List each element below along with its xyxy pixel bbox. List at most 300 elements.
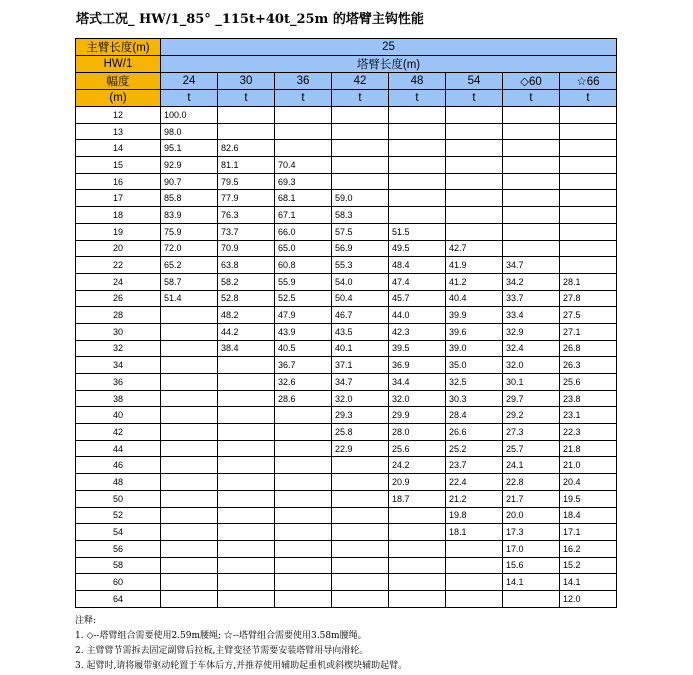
capacity-cell: 29.7 [503, 390, 560, 407]
radius-cell: 64 [76, 590, 161, 607]
capacity-cell: 21.2 [446, 490, 503, 507]
capacity-cell: 40.4 [446, 290, 503, 307]
capacity-cell [503, 190, 560, 207]
capacity-cell [218, 524, 275, 541]
capacity-cell [218, 390, 275, 407]
capacity-cell: 21.0 [560, 457, 617, 474]
capacity-cell: 33.4 [503, 307, 560, 324]
capacity-cell: 18.1 [446, 524, 503, 541]
capacity-cell: 26.6 [446, 424, 503, 441]
capacity-cell [275, 424, 332, 441]
capacity-cell: 90.7 [161, 173, 218, 190]
capacity-cell: 82.6 [218, 140, 275, 157]
radius-cell: 36 [76, 374, 161, 391]
capacity-cell [560, 190, 617, 207]
capacity-cell: 17.3 [503, 524, 560, 541]
capacity-cell: 34.7 [503, 257, 560, 274]
capacity-cell [275, 407, 332, 424]
radius-cell: 26 [76, 290, 161, 307]
capacity-cell: 44.2 [218, 323, 275, 340]
capacity-cell [218, 457, 275, 474]
capacity-cell [275, 524, 332, 541]
capacity-cell [161, 457, 218, 474]
capacity-cell [218, 424, 275, 441]
boom-length-header: 42 [332, 73, 389, 90]
capacity-cell [161, 574, 218, 591]
boom-length-header: ◇60 [503, 73, 560, 90]
capacity-cell [503, 590, 560, 607]
capacity-cell: 38.4 [218, 340, 275, 357]
capacity-cell: 20.9 [389, 474, 446, 491]
capacity-cell: 32.5 [446, 374, 503, 391]
capacity-cell [503, 140, 560, 157]
capacity-cell: 21.7 [503, 490, 560, 507]
capacity-cell: 48.2 [218, 307, 275, 324]
radius-cell: 58 [76, 557, 161, 574]
capacity-cell: 79.5 [218, 173, 275, 190]
main-boom-label: 主臂长度(m) [76, 39, 161, 56]
capacity-cell [560, 157, 617, 174]
capacity-cell: 43.5 [332, 323, 389, 340]
capacity-cell [161, 440, 218, 457]
load-chart-table [75, 38, 617, 608]
capacity-cell [332, 524, 389, 541]
capacity-cell: 32.0 [332, 390, 389, 407]
radius-cell: 32 [76, 340, 161, 357]
header-row-boom-lengths [76, 73, 617, 90]
capacity-cell [218, 407, 275, 424]
main-boom-value: 25 [161, 39, 617, 56]
capacity-cell: 55.9 [275, 273, 332, 290]
capacity-cell [389, 507, 446, 524]
capacity-cell [446, 157, 503, 174]
capacity-cell: 65.0 [275, 240, 332, 257]
capacity-cell: 18.4 [560, 507, 617, 524]
capacity-cell: 27.1 [560, 323, 617, 340]
capacity-cell [275, 540, 332, 557]
capacity-cell [275, 574, 332, 591]
table-row [76, 290, 617, 307]
capacity-cell: 73.7 [218, 223, 275, 240]
capacity-cell: 81.1 [218, 157, 275, 174]
capacity-cell [560, 123, 617, 140]
capacity-cell: 21.8 [560, 440, 617, 457]
capacity-cell [161, 390, 218, 407]
radius-cell: 42 [76, 424, 161, 441]
notes [75, 614, 407, 674]
capacity-cell: 30.1 [503, 374, 560, 391]
note-item: 3. 起臂时,请将履带驱动轮置于车体后方,并推荐使用辅助起重机或斜楔块辅助起臂。 [75, 661, 408, 671]
boom-length-header: 54 [446, 73, 503, 90]
radius-cell: 46 [76, 457, 161, 474]
capacity-cell: 22.8 [503, 474, 560, 491]
table-row [76, 123, 617, 140]
capacity-cell: 42.7 [446, 240, 503, 257]
capacity-cell [446, 190, 503, 207]
capacity-cell [161, 323, 218, 340]
radius-unit: (m) [76, 90, 161, 107]
capacity-cell [332, 590, 389, 607]
capacity-cell: 66.0 [275, 223, 332, 240]
capacity-cell [389, 207, 446, 224]
unit-header: t [446, 90, 503, 107]
capacity-cell [389, 140, 446, 157]
capacity-cell [161, 590, 218, 607]
capacity-cell [389, 107, 446, 124]
capacity-cell: 33.7 [503, 290, 560, 307]
capacity-cell [275, 457, 332, 474]
capacity-cell: 48.4 [389, 257, 446, 274]
capacity-cell: 24.1 [503, 457, 560, 474]
capacity-cell: 25.6 [389, 440, 446, 457]
capacity-cell: 100.0 [161, 107, 218, 124]
capacity-cell: 35.0 [446, 357, 503, 374]
capacity-cell: 42.3 [389, 323, 446, 340]
capacity-cell [161, 374, 218, 391]
unit-header: t [389, 90, 446, 107]
capacity-cell [218, 374, 275, 391]
capacity-cell: 25.2 [446, 440, 503, 457]
boom-length-header: 30 [218, 73, 275, 90]
capacity-cell: 20.4 [560, 474, 617, 491]
capacity-cell [218, 474, 275, 491]
capacity-cell [389, 173, 446, 190]
capacity-cell: 67.1 [275, 207, 332, 224]
capacity-cell [389, 557, 446, 574]
capacity-cell: 55.3 [332, 257, 389, 274]
capacity-cell: 77.9 [218, 190, 275, 207]
capacity-cell: 63.8 [218, 257, 275, 274]
capacity-cell [560, 107, 617, 124]
capacity-cell [503, 157, 560, 174]
unit-header: t [275, 90, 332, 107]
capacity-cell [161, 557, 218, 574]
capacity-cell [332, 474, 389, 491]
radius-cell: 17 [76, 190, 161, 207]
capacity-cell [560, 240, 617, 257]
radius-cell: 20 [76, 240, 161, 257]
radius-cell: 60 [76, 574, 161, 591]
radius-cell: 38 [76, 390, 161, 407]
table-row [76, 590, 617, 607]
capacity-cell [218, 440, 275, 457]
capacity-cell: 32.0 [503, 357, 560, 374]
capacity-cell [161, 474, 218, 491]
capacity-cell: 29.2 [503, 407, 560, 424]
capacity-cell: 20.0 [503, 507, 560, 524]
config-label: HW/1 [76, 56, 161, 73]
capacity-cell [560, 223, 617, 240]
capacity-cell [389, 157, 446, 174]
capacity-cell [446, 123, 503, 140]
capacity-cell: 28.4 [446, 407, 503, 424]
header-row-main-boom [76, 39, 617, 56]
capacity-cell: 58.2 [218, 273, 275, 290]
capacity-cell: 39.6 [446, 323, 503, 340]
capacity-cell: 85.8 [161, 190, 218, 207]
capacity-cell [332, 540, 389, 557]
capacity-cell: 30.3 [446, 390, 503, 407]
table-row [76, 424, 617, 441]
capacity-cell [560, 207, 617, 224]
capacity-cell [218, 507, 275, 524]
radius-cell: 30 [76, 323, 161, 340]
table-row [76, 207, 617, 224]
capacity-cell [275, 557, 332, 574]
capacity-cell [332, 507, 389, 524]
capacity-cell: 51.5 [389, 223, 446, 240]
radius-cell: 28 [76, 307, 161, 324]
table-row [76, 357, 617, 374]
radius-cell: 14 [76, 140, 161, 157]
header-row-units [76, 90, 617, 107]
unit-header: t [503, 90, 560, 107]
capacity-cell: 23.8 [560, 390, 617, 407]
capacity-cell: 34.4 [389, 374, 446, 391]
capacity-cell [503, 207, 560, 224]
radius-cell: 12 [76, 107, 161, 124]
capacity-cell [332, 457, 389, 474]
note-item: 1. ◇--塔臂组合需要使用2.59m腰绳; ☆--塔臂组合需要使用3.58m腰绳。 [75, 631, 367, 641]
capacity-cell [275, 590, 332, 607]
table-row [76, 340, 617, 357]
capacity-cell [275, 474, 332, 491]
tower-boom-label: 塔臂长度(m) [161, 56, 617, 73]
capacity-cell [389, 524, 446, 541]
capacity-cell: 26.3 [560, 357, 617, 374]
capacity-cell: 50.4 [332, 290, 389, 307]
capacity-cell [161, 424, 218, 441]
page-title: 塔式工况_ HW/1_85° _115t+40t_25m 的塔臂主钩性能 [76, 12, 424, 27]
capacity-cell: 17.1 [560, 524, 617, 541]
capacity-cell: 58.7 [161, 273, 218, 290]
capacity-cell: 22.3 [560, 424, 617, 441]
capacity-cell: 40.5 [275, 340, 332, 357]
capacity-cell: 32.6 [275, 374, 332, 391]
capacity-cell: 24.2 [389, 457, 446, 474]
capacity-cell [503, 240, 560, 257]
radius-cell: 15 [76, 157, 161, 174]
capacity-cell [161, 490, 218, 507]
capacity-cell: 59.0 [332, 190, 389, 207]
capacity-cell: 32.4 [503, 340, 560, 357]
capacity-cell [446, 173, 503, 190]
capacity-cell [446, 107, 503, 124]
capacity-cell: 56.9 [332, 240, 389, 257]
capacity-cell: 54.0 [332, 273, 389, 290]
capacity-cell: 14.1 [560, 574, 617, 591]
capacity-cell: 49.5 [389, 240, 446, 257]
table-row [76, 374, 617, 391]
table-row [76, 157, 617, 174]
capacity-cell: 17.0 [503, 540, 560, 557]
boom-length-header: 24 [161, 73, 218, 90]
capacity-cell [161, 407, 218, 424]
capacity-cell [161, 307, 218, 324]
capacity-cell [218, 557, 275, 574]
capacity-cell: 29.3 [332, 407, 389, 424]
radius-cell: 34 [76, 357, 161, 374]
radius-cell: 13 [76, 123, 161, 140]
capacity-cell: 19.8 [446, 507, 503, 524]
radius-cell: 50 [76, 490, 161, 507]
table-row [76, 273, 617, 290]
capacity-cell: 32.0 [389, 390, 446, 407]
capacity-cell: 70.4 [275, 157, 332, 174]
table-row [76, 407, 617, 424]
capacity-cell [218, 574, 275, 591]
capacity-cell [389, 123, 446, 140]
capacity-cell: 41.2 [446, 273, 503, 290]
capacity-cell [446, 207, 503, 224]
capacity-cell: 28.0 [389, 424, 446, 441]
table-row [76, 540, 617, 557]
capacity-cell: 27.8 [560, 290, 617, 307]
capacity-cell: 40.1 [332, 340, 389, 357]
table-row [76, 557, 617, 574]
capacity-cell: 57.5 [332, 223, 389, 240]
capacity-cell [218, 540, 275, 557]
table-row [76, 223, 617, 240]
capacity-cell [332, 490, 389, 507]
capacity-cell: 41.9 [446, 257, 503, 274]
capacity-cell: 12.0 [560, 590, 617, 607]
unit-header: t [332, 90, 389, 107]
capacity-cell: 58.3 [332, 207, 389, 224]
capacity-cell: 29.9 [389, 407, 446, 424]
table-row [76, 257, 617, 274]
note-item: 2. 主臂臂节需拆去固定副臂后拉板,主臂变径节需要安装塔臂用导向滑轮。 [75, 646, 369, 656]
radius-cell: 16 [76, 173, 161, 190]
capacity-cell: 98.0 [161, 123, 218, 140]
capacity-cell: 43.9 [275, 323, 332, 340]
capacity-cell: 36.9 [389, 357, 446, 374]
radius-cell: 56 [76, 540, 161, 557]
capacity-cell [560, 257, 617, 274]
capacity-cell: 69.3 [275, 173, 332, 190]
table-row [76, 140, 617, 157]
capacity-cell [161, 540, 218, 557]
header-row-tower-boom [76, 56, 617, 73]
capacity-cell: 32.9 [503, 323, 560, 340]
capacity-cell [161, 357, 218, 374]
capacity-cell: 75.9 [161, 223, 218, 240]
radius-cell: 22 [76, 257, 161, 274]
capacity-cell [332, 123, 389, 140]
capacity-cell [275, 123, 332, 140]
capacity-cell: 14.1 [503, 574, 560, 591]
capacity-cell: 15.2 [560, 557, 617, 574]
table-row [76, 307, 617, 324]
capacity-cell: 26.8 [560, 340, 617, 357]
radius-cell: 54 [76, 524, 161, 541]
capacity-cell: 46.7 [332, 307, 389, 324]
capacity-cell: 28.1 [560, 273, 617, 290]
capacity-cell: 65.2 [161, 257, 218, 274]
capacity-cell [332, 557, 389, 574]
capacity-cell: 22.9 [332, 440, 389, 457]
radius-label: 幅度 [76, 73, 161, 90]
capacity-cell [218, 357, 275, 374]
radius-cell: 52 [76, 507, 161, 524]
capacity-cell [446, 540, 503, 557]
capacity-cell [389, 574, 446, 591]
table-row [76, 474, 617, 491]
capacity-cell: 95.1 [161, 140, 218, 157]
capacity-cell: 23.1 [560, 407, 617, 424]
capacity-cell: 76.3 [218, 207, 275, 224]
radius-cell: 18 [76, 207, 161, 224]
capacity-cell: 15.6 [503, 557, 560, 574]
capacity-cell [218, 107, 275, 124]
capacity-cell: 70.9 [218, 240, 275, 257]
capacity-cell: 22.4 [446, 474, 503, 491]
capacity-cell: 47.9 [275, 307, 332, 324]
capacity-cell [503, 223, 560, 240]
notes-heading: 注释: [75, 616, 97, 626]
capacity-cell [161, 524, 218, 541]
capacity-cell: 72.0 [161, 240, 218, 257]
unit-header: t [218, 90, 275, 107]
table-row [76, 524, 617, 541]
capacity-cell [218, 590, 275, 607]
capacity-cell: 28.6 [275, 390, 332, 407]
capacity-cell: 25.8 [332, 424, 389, 441]
capacity-cell [446, 140, 503, 157]
capacity-cell [389, 590, 446, 607]
boom-length-header: 36 [275, 73, 332, 90]
table-row [76, 190, 617, 207]
capacity-cell [275, 490, 332, 507]
load-table-body [76, 107, 617, 608]
table-row [76, 173, 617, 190]
capacity-cell [446, 590, 503, 607]
capacity-cell [332, 140, 389, 157]
unit-header: t [560, 90, 617, 107]
capacity-cell: 92.9 [161, 157, 218, 174]
capacity-cell [161, 340, 218, 357]
capacity-cell [503, 107, 560, 124]
capacity-cell: 27.3 [503, 424, 560, 441]
capacity-cell [332, 574, 389, 591]
boom-length-header: 48 [389, 73, 446, 90]
capacity-cell [503, 123, 560, 140]
capacity-cell: 45.7 [389, 290, 446, 307]
capacity-cell: 44.0 [389, 307, 446, 324]
capacity-cell [275, 140, 332, 157]
capacity-cell [446, 223, 503, 240]
capacity-cell: 34.2 [503, 273, 560, 290]
table-row [76, 240, 617, 257]
capacity-cell: 47.4 [389, 273, 446, 290]
capacity-cell: 36.7 [275, 357, 332, 374]
capacity-cell: 39.0 [446, 340, 503, 357]
capacity-cell: 39.5 [389, 340, 446, 357]
capacity-cell: 37.1 [332, 357, 389, 374]
capacity-cell [275, 107, 332, 124]
capacity-cell: 68.1 [275, 190, 332, 207]
capacity-cell: 16.2 [560, 540, 617, 557]
capacity-cell: 19.5 [560, 490, 617, 507]
capacity-cell [161, 507, 218, 524]
radius-cell: 44 [76, 440, 161, 457]
capacity-cell [503, 173, 560, 190]
capacity-cell [275, 440, 332, 457]
capacity-cell [332, 173, 389, 190]
capacity-cell [389, 540, 446, 557]
radius-cell: 24 [76, 273, 161, 290]
table-row [76, 390, 617, 407]
